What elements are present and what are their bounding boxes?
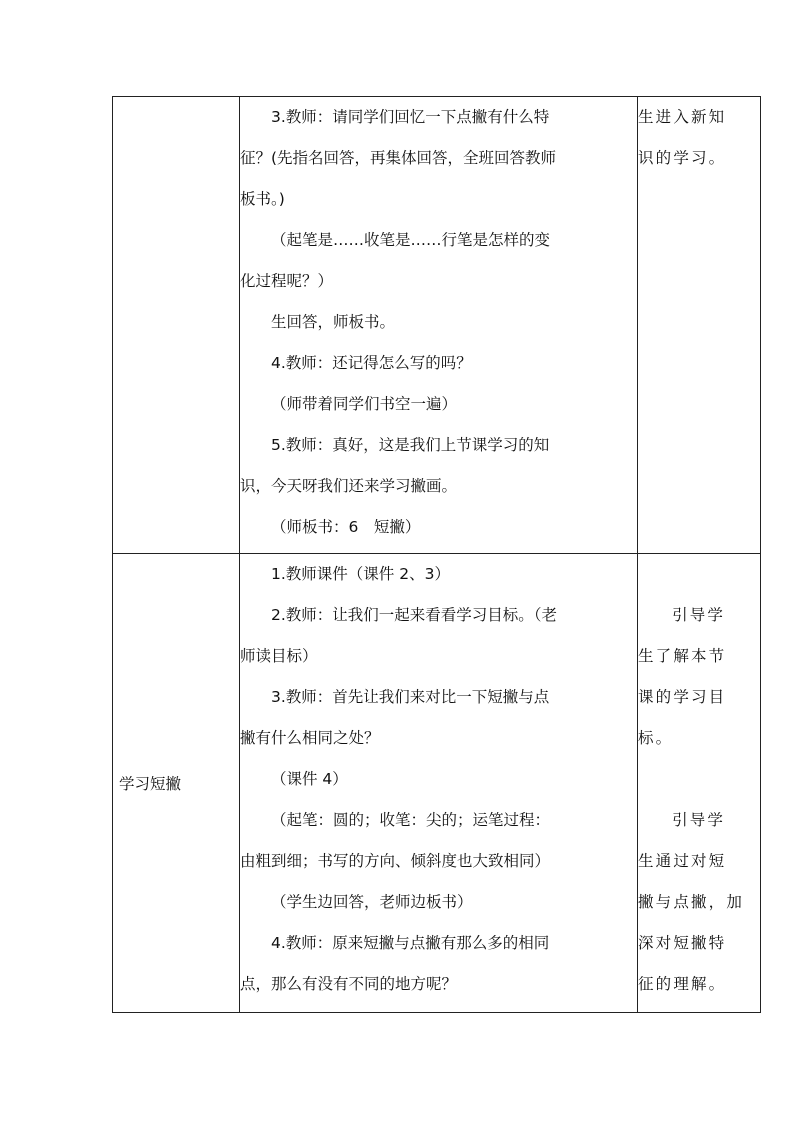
stage-cell bbox=[113, 97, 240, 554]
content-line: 撇有什么相同之处？ bbox=[240, 729, 380, 747]
content-cell bbox=[240, 554, 638, 1013]
intent-line: 识的学习。 bbox=[638, 149, 727, 167]
content-line: 由粗到细；书写的方向、倾斜度也大致相同） bbox=[240, 852, 551, 870]
intent-line: 生进入新知 bbox=[638, 108, 727, 126]
content-line: （起笔是……收笔是……行笔是怎样的变 bbox=[271, 231, 551, 249]
intent-line: 撇与点撇，加 bbox=[638, 893, 745, 911]
content-line: 化过程呢？） bbox=[240, 272, 334, 290]
content-line: 生回答，师板书。 bbox=[271, 313, 396, 331]
intent-line: 深对短撇特 bbox=[638, 934, 727, 952]
content-line: 点，那么有没有不同的地方呢？ bbox=[240, 975, 458, 993]
content-line: 2.教师：让我们一起来看看学习目标。（老 bbox=[271, 606, 558, 624]
lesson-plan-table bbox=[112, 96, 761, 1013]
content-line: （师板书：6 短撇） bbox=[271, 518, 421, 536]
content-line: 5.教师：真好，这是我们上节课学习的知 bbox=[271, 436, 550, 454]
stage-label: 学习短撇 bbox=[119, 775, 182, 793]
intent-line: 引导学 bbox=[672, 811, 726, 829]
content-line: （起笔：圆的；收笔：尖的；运笔过程： bbox=[271, 811, 551, 829]
spacer bbox=[638, 554, 760, 595]
content-line: 4.教师：还记得怎么写的吗？ bbox=[271, 354, 472, 372]
content-line: （学生边回答，老师边板书） bbox=[271, 893, 473, 911]
content-line: 师读目标） bbox=[240, 647, 318, 665]
intent-line: 征的理解。 bbox=[638, 975, 727, 993]
table-row bbox=[113, 97, 761, 554]
content-line: 3.教师：首先让我们来对比一下短撇与点 bbox=[271, 688, 550, 706]
content-line: 3.教师：请同学们回忆一下点撇有什么特 bbox=[271, 108, 550, 126]
intent-line: 生通过对短 bbox=[638, 852, 727, 870]
content-line: 征？(先指名回答，再集体回答，全班回答教师 bbox=[240, 149, 557, 167]
content-line: 识，今天呀我们还来学习撇画。 bbox=[240, 477, 458, 495]
intent-line: 标。 bbox=[638, 729, 674, 747]
content-line: 1.教师课件（课件 2、3） bbox=[271, 565, 450, 583]
intent-cell bbox=[638, 97, 761, 554]
intent-cell bbox=[638, 554, 761, 1013]
content-line: （师带着同学们书空一遍） bbox=[271, 395, 458, 413]
stage-cell bbox=[113, 554, 240, 1013]
table-row bbox=[113, 554, 761, 1013]
content-cell bbox=[240, 97, 638, 554]
content-line: 板书。) bbox=[240, 190, 285, 208]
intent-line: 生了解本节 bbox=[638, 647, 727, 665]
intent-line: 课的学习目 bbox=[638, 688, 727, 706]
spacer bbox=[638, 759, 760, 800]
intent-line: 引导学 bbox=[672, 606, 726, 624]
content-line: （课件 4） bbox=[271, 770, 348, 788]
content-line: 4.教师：原来短撇与点撇有那么多的相同 bbox=[271, 934, 550, 952]
